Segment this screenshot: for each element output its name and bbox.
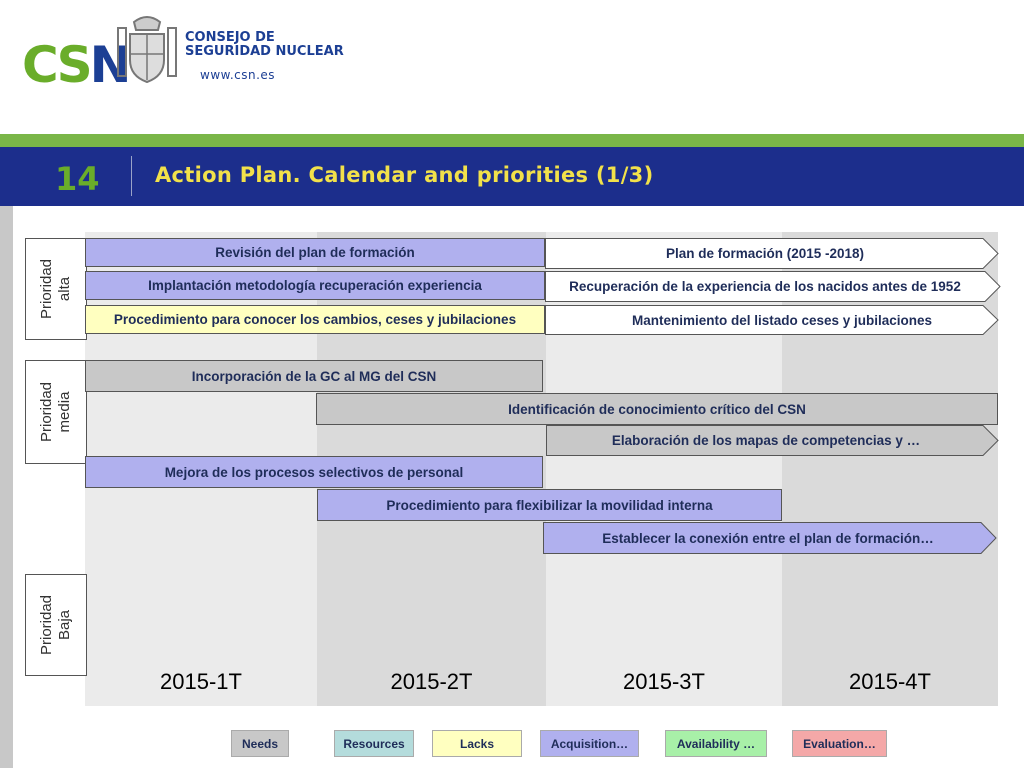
- slide-title: Action Plan. Calendar and priorities (1/3): [155, 163, 654, 187]
- legend-needs: Needs: [231, 730, 289, 757]
- gantt-bar-label: Plan de formación (2015 -2018): [665, 246, 865, 261]
- gantt-bar[interactable]: Implantación metodología recuperación experiencia: [85, 271, 545, 300]
- gantt-bar-label: Establecer la conexión entre el plan de formación…: [602, 530, 934, 546]
- gantt-bar-label: Recuperación de la experiencia de los nacidos antes de 1952: [569, 279, 961, 294]
- gantt-bar[interactable]: Incorporación de la GC al MG del CSN: [85, 360, 543, 392]
- gantt-arrow-bar[interactable]: [545, 238, 1000, 269]
- legend-lacks: Lacks: [432, 730, 522, 757]
- gantt-bar[interactable]: Procedimiento para flexibilizar la movilidad interna: [317, 489, 782, 521]
- gantt-bar[interactable]: Mejora de los procesos selectivos de personal: [85, 456, 543, 488]
- csn-logo: CSN: [22, 36, 129, 94]
- website-url[interactable]: www.csn.es: [200, 68, 276, 82]
- priority-alta-label: Prioridad alta: [25, 238, 87, 340]
- organization-name: CONSEJO DE SEGURIDAD NUCLEAR: [185, 30, 344, 59]
- gantt-arrow-bar[interactable]: [543, 522, 998, 554]
- gantt-bar-label: Mantenimiento del listado ceses y jubilaciones: [631, 312, 933, 328]
- quarter-label: 2015-2T: [390, 669, 473, 694]
- priority-baja-label: Prioridad Baja: [25, 574, 87, 676]
- timeline-column-q4: [782, 232, 998, 706]
- priority-media-label: Prioridad media: [25, 360, 87, 464]
- quarter-label: 2015-3T: [623, 669, 705, 694]
- gantt-bar-label: Elaboración de los mapas de competencias y …: [611, 433, 921, 448]
- legend-acquisition: Acquisition…: [540, 730, 639, 757]
- legend-availability: Availability …: [665, 730, 767, 757]
- gantt-arrow-bar[interactable]: [545, 305, 1000, 335]
- timeline-column-q3: [546, 232, 782, 706]
- quarter-label: 2015-1T: [160, 669, 242, 694]
- slide-number: 14: [55, 160, 100, 198]
- gantt-bar[interactable]: Identificación de conocimiento crítico del CSN: [316, 393, 998, 425]
- legend-evaluation: Evaluation…: [792, 730, 887, 757]
- legend-resources: Resources: [334, 730, 414, 757]
- green-strip: [0, 134, 1024, 147]
- gantt-arrow-bar[interactable]: [545, 271, 1002, 302]
- title-divider: [131, 156, 132, 196]
- quarter-label: 2015-4T: [849, 669, 931, 694]
- side-bar: [0, 206, 13, 768]
- gantt-arrow-bar[interactable]: [546, 425, 1000, 456]
- gantt-bar[interactable]: Procedimiento para conocer los cambios, ceses y jubilaciones: [85, 305, 545, 334]
- coat-of-arms-icon: [116, 14, 178, 86]
- gantt-bar[interactable]: Revisión del plan de formación: [85, 238, 545, 267]
